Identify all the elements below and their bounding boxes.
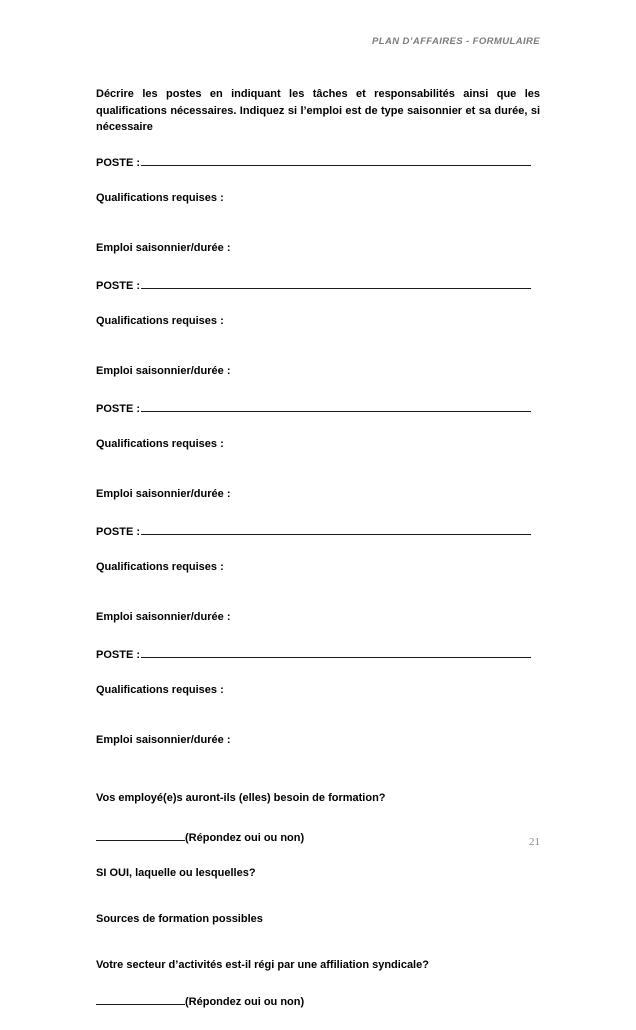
poste-blank-line[interactable] <box>141 523 531 535</box>
running-header: PLAN D’AFFAIRES - FORMULAIRE <box>372 36 540 47</box>
job-block <box>96 154 540 255</box>
poste-field-row <box>96 154 531 169</box>
emploi-saisonnier-label: Emploi saisonnier/durée : <box>96 364 231 377</box>
poste-label: POSTE : <box>96 525 141 538</box>
poste-field-row <box>96 523 531 538</box>
emploi-saisonnier-label: Emploi saisonnier/durée : <box>96 241 231 254</box>
poste-field-row <box>96 277 531 292</box>
job-block <box>96 646 540 747</box>
job-block <box>96 400 540 501</box>
emploi-saisonnier-label: Emploi saisonnier/durée : <box>96 610 231 623</box>
poste-blank-line[interactable] <box>141 277 531 289</box>
qualifications-label: Qualifications requises : <box>96 437 224 450</box>
job-block <box>96 277 540 378</box>
poste-field-row <box>96 400 531 415</box>
training-followup-question: SI OUI, laquelle ou lesquelles? <box>96 866 256 879</box>
poste-label: POSTE : <box>96 402 141 415</box>
poste-field-row <box>96 646 531 661</box>
poste-label: POSTE : <box>96 648 141 661</box>
poste-blank-line[interactable] <box>141 646 531 658</box>
union-answer-row <box>96 993 540 1009</box>
page-number: 21 <box>529 836 540 848</box>
training-sources-label: Sources de formation possibles <box>96 912 263 925</box>
qualifications-label: Qualifications requises : <box>96 560 224 573</box>
document-body <box>96 86 540 1030</box>
section-spacer <box>96 769 540 791</box>
emploi-saisonnier-label: Emploi saisonnier/durée : <box>96 487 231 500</box>
qualifications-label: Qualifications requises : <box>96 683 224 696</box>
job-block <box>96 523 540 624</box>
poste-label: POSTE : <box>96 279 141 292</box>
training-answer-hint: (Répondez oui ou non) <box>185 831 305 844</box>
poste-label: POSTE : <box>96 156 141 169</box>
poste-blank-line[interactable] <box>141 400 531 412</box>
qualifications-label: Qualifications requises : <box>96 191 224 204</box>
union-answer-blank[interactable] <box>96 993 185 1005</box>
poste-blank-line[interactable] <box>141 154 531 166</box>
qualifications-label: Qualifications requises : <box>96 314 224 327</box>
union-question: Votre secteur d’activités est-il régi par une affiliation syndicale? <box>96 958 429 971</box>
training-question: Vos employé(e)s auront-ils (elles) besoin de formation? <box>96 791 386 804</box>
emploi-saisonnier-label: Emploi saisonnier/durée : <box>96 733 231 746</box>
union-answer-hint: (Répondez oui ou non) <box>185 995 305 1008</box>
intro-paragraph: Décrire les postes en indiquant les tâches et responsabilités ainsi que les qualifications nécessaires. Indiquez si l’emploi est de type saisonnier et sa durée, si nécessaire <box>96 88 540 133</box>
